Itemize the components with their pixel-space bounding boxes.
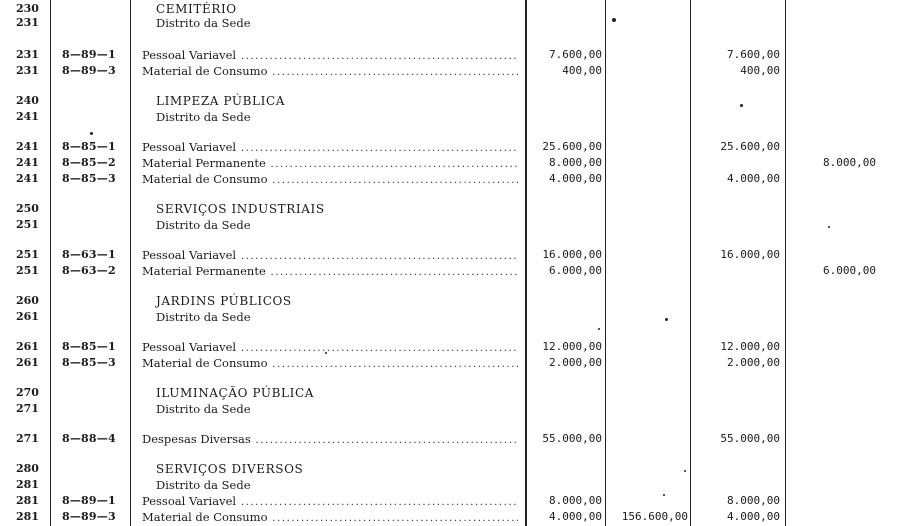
account-code: 241 — [16, 172, 39, 185]
account-code: 261 — [16, 356, 39, 369]
ledger-row — [0, 494, 897, 508]
item-description: Material de Consumo ..... — [142, 172, 518, 188]
scan-speck — [325, 352, 327, 354]
classification-code: 8—85—1 — [62, 340, 116, 353]
scan-speck — [598, 328, 600, 330]
column-rule — [50, 0, 51, 526]
item-description: Pessoal Variavel ..... — [142, 494, 518, 510]
amount-column-1: 8.000,00 — [549, 494, 602, 507]
amount-column-1: 8.000,00 — [549, 156, 602, 169]
account-code: 281 — [16, 494, 39, 507]
amount-column-4: 8.000,00 — [823, 156, 876, 169]
district-row — [0, 478, 897, 492]
amount-column-3: 16.000,00 — [720, 248, 780, 261]
district-row — [0, 218, 897, 232]
ledger-row — [0, 48, 897, 62]
item-description: Material Permanente ..... — [142, 264, 518, 280]
amount-column-1: 12.000,00 — [542, 340, 602, 353]
district-label: Distrito da Sede — [156, 402, 251, 416]
column-rule — [130, 0, 131, 526]
account-code: 260 — [16, 294, 39, 307]
item-description: Pessoal Variavel ..... — [142, 140, 518, 156]
section-heading-row — [0, 2, 897, 16]
classification-code: 8—89—1 — [62, 48, 116, 61]
account-code: 231 — [16, 16, 39, 29]
ledger-row — [0, 340, 897, 354]
account-code: 270 — [16, 386, 39, 399]
section-heading-row — [0, 294, 897, 308]
scan-speck — [663, 494, 665, 496]
section-heading-row — [0, 386, 897, 400]
ledger-row — [0, 356, 897, 370]
amount-column-1: 6.000,00 — [549, 264, 602, 277]
item-description: Pessoal Variavel ..... — [142, 340, 518, 356]
district-label: Distrito da Sede — [156, 310, 251, 324]
amount-column-1: 55.000,00 — [542, 432, 602, 445]
amount-column-1: 4.000,00 — [549, 510, 602, 523]
account-code: 281 — [16, 510, 39, 523]
district-label: Distrito da Sede — [156, 478, 251, 492]
district-row — [0, 16, 897, 30]
scan-speck — [612, 18, 616, 22]
section-heading-row — [0, 202, 897, 216]
account-code: 280 — [16, 462, 39, 475]
amount-column-1: 400,00 — [562, 64, 602, 77]
classification-code: 8—63—1 — [62, 248, 116, 261]
amount-column-1: 7.600,00 — [549, 48, 602, 61]
account-code: 230 — [16, 2, 39, 15]
classification-code: 8—85—1 — [62, 140, 116, 153]
column-rule — [785, 0, 786, 526]
amount-column-3: 25.600,00 — [720, 140, 780, 153]
account-code: 241 — [16, 110, 39, 123]
ledger-row — [0, 264, 897, 278]
scan-speck — [90, 132, 93, 135]
classification-code: 8—89—3 — [62, 64, 116, 77]
amount-column-3: 12.000,00 — [720, 340, 780, 353]
account-code: 241 — [16, 156, 39, 169]
column-rule — [605, 0, 606, 526]
amount-column-3: 4.000,00 — [727, 510, 780, 523]
district-label: Distrito da Sede — [156, 16, 251, 30]
column-rule — [525, 0, 527, 526]
district-row — [0, 110, 897, 124]
amount-column-1: 4.000,00 — [549, 172, 602, 185]
account-code: 261 — [16, 310, 39, 323]
item-description: Pessoal Variavel ..... — [142, 48, 518, 64]
amount-column-3: 400,00 — [740, 64, 780, 77]
amount-column-3: 55.000,00 — [720, 432, 780, 445]
amount-column-3: 7.600,00 — [727, 48, 780, 61]
item-description: Material de Consumo ..... — [142, 510, 518, 526]
ledger-row — [0, 156, 897, 170]
account-code: 240 — [16, 94, 39, 107]
amount-column-1: 25.600,00 — [542, 140, 602, 153]
section-title: LIMPEZA PÚBLICA — [156, 94, 285, 108]
scan-speck — [684, 470, 686, 472]
column-rule — [690, 0, 691, 526]
ledger-row — [0, 172, 897, 186]
account-code: 271 — [16, 402, 39, 415]
ledger-row — [0, 432, 897, 446]
classification-code: 8—85—2 — [62, 156, 116, 169]
scan-speck — [828, 226, 830, 228]
item-description: Pessoal Variavel ..... — [142, 248, 518, 264]
classification-code: 8—85—3 — [62, 172, 116, 185]
account-code: 251 — [16, 264, 39, 277]
classification-code: 8—89—3 — [62, 510, 116, 523]
item-description: Material de Consumo ..... — [142, 64, 518, 80]
ledger-row — [0, 64, 897, 78]
classification-code: 8—88—4 — [62, 432, 116, 445]
amount-column-4: 6.000,00 — [823, 264, 876, 277]
classification-code: 8—63—2 — [62, 264, 116, 277]
ledger-row — [0, 248, 897, 262]
ledger-row — [0, 140, 897, 154]
account-code: 251 — [16, 218, 39, 231]
scan-speck — [740, 104, 743, 107]
ledger-row — [0, 510, 897, 524]
account-code: 261 — [16, 340, 39, 353]
account-code: 251 — [16, 248, 39, 261]
section-title: SERVIÇOS DIVERSOS — [156, 462, 304, 476]
district-label: Distrito da Sede — [156, 218, 251, 232]
section-heading-row — [0, 94, 897, 108]
account-code: 241 — [16, 140, 39, 153]
district-row — [0, 402, 897, 416]
section-title: ILUMINAÇÃO PÚBLICA — [156, 386, 315, 400]
amount-column-3: 2.000,00 — [727, 356, 780, 369]
item-description: Despesas Diversas ..... — [142, 432, 518, 448]
district-label: Distrito da Sede — [156, 110, 251, 124]
district-row — [0, 310, 897, 324]
account-code: 271 — [16, 432, 39, 445]
amount-column-1: 2.000,00 — [549, 356, 602, 369]
item-description: Material de Consumo ..... — [142, 356, 518, 372]
scan-speck — [665, 318, 668, 321]
amount-column-2: 156.600,00 — [621, 510, 688, 523]
amount-column-1: 16.000,00 — [542, 248, 602, 261]
amount-column-3: 8.000,00 — [727, 494, 780, 507]
section-title: CEMITÉRIO — [156, 2, 237, 16]
classification-code: 8—89—1 — [62, 494, 116, 507]
account-code: 281 — [16, 478, 39, 491]
account-code: 250 — [16, 202, 39, 215]
account-code: 231 — [16, 48, 39, 61]
account-code: 231 — [16, 64, 39, 77]
section-title: JARDINS PÚBLICOS — [156, 294, 292, 308]
classification-code: 8—85—3 — [62, 356, 116, 369]
amount-column-3: 4.000,00 — [727, 172, 780, 185]
item-description: Material Permanente ..... — [142, 156, 518, 172]
section-title: SERVIÇOS INDUSTRIAIS — [156, 202, 325, 216]
section-heading-row — [0, 462, 897, 476]
